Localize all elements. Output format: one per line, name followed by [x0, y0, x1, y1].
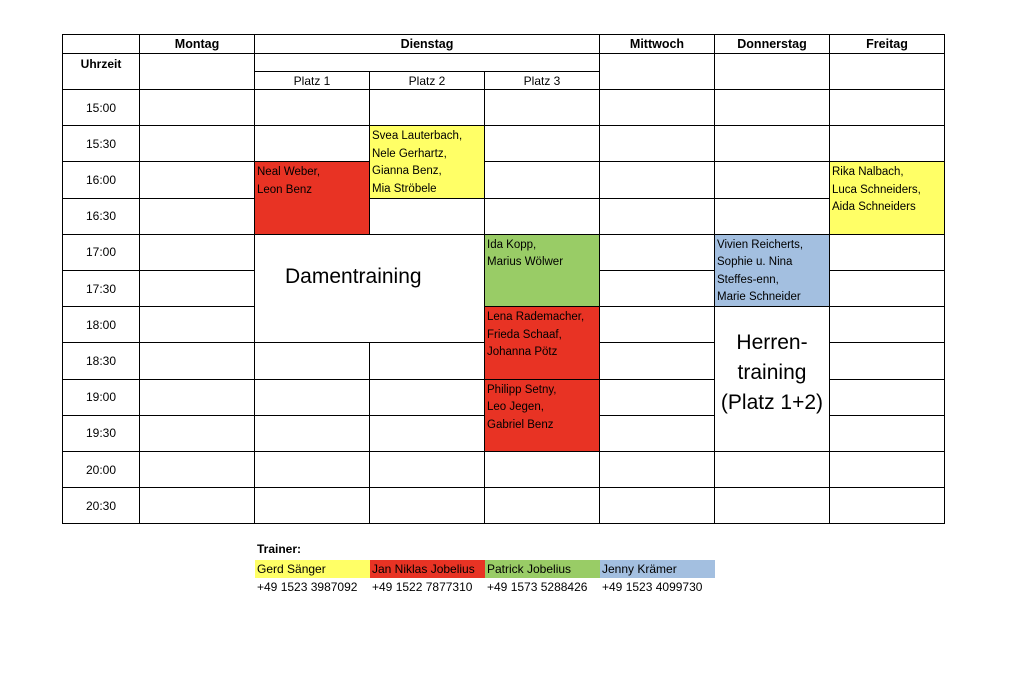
block-line: Ida Kopp,: [487, 238, 537, 251]
slot-cell: [254, 379, 370, 416]
slot-cell: [484, 451, 600, 488]
slot-cell: [829, 234, 945, 271]
slot-cell: [369, 451, 485, 488]
block-line: Aida Schneiders: [832, 201, 916, 214]
slot-cell: [829, 342, 945, 379]
block-line: Philipp Setny,: [487, 383, 557, 396]
block-line: Sophie u. Nina: [717, 256, 793, 269]
header-empty: [62, 34, 140, 54]
slot-cell: [599, 342, 715, 379]
trainer-name: Jenny Krämer: [600, 560, 715, 578]
trainer-name: Gerd Sänger: [255, 560, 370, 578]
slot-cell: [714, 487, 830, 524]
slot-cell: [139, 487, 255, 524]
day-header-mittwoch: Mittwoch: [599, 34, 715, 54]
slot-cell: [139, 125, 255, 162]
mittwoch-sub: [599, 53, 715, 90]
slot-cell: [369, 379, 485, 416]
slot-cell: [484, 161, 600, 198]
slot-cell: [829, 415, 945, 452]
block-line: Svea Lauterbach,: [372, 130, 463, 143]
slot-cell: [139, 161, 255, 198]
block-line: Leo Jegen,: [487, 401, 544, 414]
block-line: Leon Benz: [257, 183, 312, 196]
slot-cell: [829, 379, 945, 416]
slot-cell: [599, 306, 715, 343]
dienstag-sub-empty: [254, 53, 600, 72]
slot-cell: [599, 125, 715, 162]
slot-cell: [254, 89, 370, 126]
block-line: Marius Wölwer: [487, 256, 564, 269]
day-header-dienstag: Dienstag: [254, 34, 600, 54]
block-platz1-1600: [254, 161, 370, 234]
slot-cell: [484, 198, 600, 235]
time-cell: 15:00: [62, 89, 140, 126]
slot-cell: [139, 451, 255, 488]
slot-cell: [139, 198, 255, 235]
slot-cell: [599, 415, 715, 452]
block-line: Marie Schneider: [717, 291, 801, 304]
slot-cell: [484, 89, 600, 126]
slot-cell: [599, 451, 715, 488]
time-cell: 19:00: [62, 379, 140, 416]
slot-cell: [484, 487, 600, 524]
slot-cell: [139, 415, 255, 452]
time-cell: 17:30: [62, 270, 140, 307]
slot-cell: [714, 125, 830, 162]
block-line: Steffes-enn,: [717, 273, 779, 286]
slot-cell: [369, 198, 485, 235]
freitag-sub: [829, 53, 945, 90]
block-platz3-1800: [484, 306, 600, 379]
block-platz2-1530: [369, 125, 485, 198]
montag-sub: [139, 53, 255, 90]
trainer-phone: +49 1522 7877310: [372, 580, 473, 594]
block-platz3-1700: [484, 234, 600, 307]
slot-cell: [369, 89, 485, 126]
day-header-montag: Montag: [139, 34, 255, 54]
slot-cell: [139, 306, 255, 343]
block-line: Vivien Reicherts,: [717, 238, 804, 251]
block-line: Frieda Schaaf,: [487, 328, 562, 341]
slot-cell: [829, 487, 945, 524]
time-cell: 15:30: [62, 125, 140, 162]
block-line: Lena Rademacher,: [487, 311, 585, 324]
slot-cell: [139, 234, 255, 271]
slot-cell: [829, 270, 945, 307]
slot-cell: [599, 161, 715, 198]
slot-cell: [369, 487, 485, 524]
day-header-freitag: Freitag: [829, 34, 945, 54]
slot-cell: [139, 89, 255, 126]
court-platz-1: Platz 1: [254, 71, 370, 90]
slot-cell: [254, 487, 370, 524]
trainer-phone: +49 1523 3987092: [257, 580, 358, 594]
slot-cell: [829, 125, 945, 162]
time-cell: 16:30: [62, 198, 140, 235]
block-line: Neal Weber,: [257, 166, 321, 179]
herren-line: Herren-: [736, 331, 808, 354]
block-line: Gabriel Benz: [487, 418, 554, 431]
trainer-phone: +49 1523 4099730: [602, 580, 703, 594]
time-cell: 18:00: [62, 306, 140, 343]
slot-cell: [829, 306, 945, 343]
slot-cell: [829, 451, 945, 488]
herrentraining-label: [714, 328, 830, 418]
slot-cell: [139, 270, 255, 307]
slot-cell: [599, 379, 715, 416]
slot-cell: [369, 342, 485, 379]
slot-cell: [254, 342, 370, 379]
slot-cell: [139, 379, 255, 416]
court-platz-2: Platz 2: [369, 71, 485, 90]
slot-cell: [599, 234, 715, 271]
block-line: Gianna Benz,: [372, 165, 442, 178]
uhrzeit-header: Uhrzeit: [62, 53, 140, 90]
block-donnerstag-1700: [714, 234, 830, 307]
trainer-phone: +49 1573 5288426: [487, 580, 588, 594]
block-line: Mia Ströbele: [372, 182, 437, 195]
donnerstag-sub: [714, 53, 830, 90]
time-cell: 18:30: [62, 342, 140, 379]
trainer-name: Patrick Jobelius: [485, 560, 600, 578]
slot-cell: [484, 125, 600, 162]
slot-cell: [599, 270, 715, 307]
block-line: Rika Nalbach,: [832, 166, 904, 179]
block-line: Luca Schneiders,: [832, 183, 921, 196]
time-cell: 20:00: [62, 451, 140, 488]
block-platz3-1900: [484, 379, 600, 452]
slot-cell: [714, 89, 830, 126]
day-header-donnerstag: Donnerstag: [714, 34, 830, 54]
herren-line: training: [737, 361, 807, 384]
slot-cell: [254, 125, 370, 162]
herren-line: (Platz 1+2): [720, 391, 824, 414]
block-line: Nele Gerhartz,: [372, 147, 447, 160]
slot-cell: [829, 89, 945, 126]
slot-cell: [714, 198, 830, 235]
slot-cell: [599, 487, 715, 524]
trainer-title: Trainer:: [257, 542, 302, 556]
slot-cell: [254, 451, 370, 488]
slot-cell: [714, 161, 830, 198]
slot-cell: [254, 415, 370, 452]
slot-cell: [599, 198, 715, 235]
block-freitag-1600: [829, 161, 945, 234]
time-cell: 16:00: [62, 161, 140, 198]
slot-cell: [599, 89, 715, 126]
time-cell: 20:30: [62, 487, 140, 524]
trainer-name: Jan Niklas Jobelius: [370, 560, 485, 578]
slot-cell: [139, 342, 255, 379]
court-platz-3: Platz 3: [484, 71, 600, 90]
time-cell: 19:30: [62, 415, 140, 452]
time-cell: 17:00: [62, 234, 140, 271]
slot-cell: [714, 451, 830, 488]
damentraining-label: Damentraining: [285, 265, 422, 288]
slot-cell: [369, 415, 485, 452]
block-line: Johanna Pötz: [487, 346, 558, 359]
